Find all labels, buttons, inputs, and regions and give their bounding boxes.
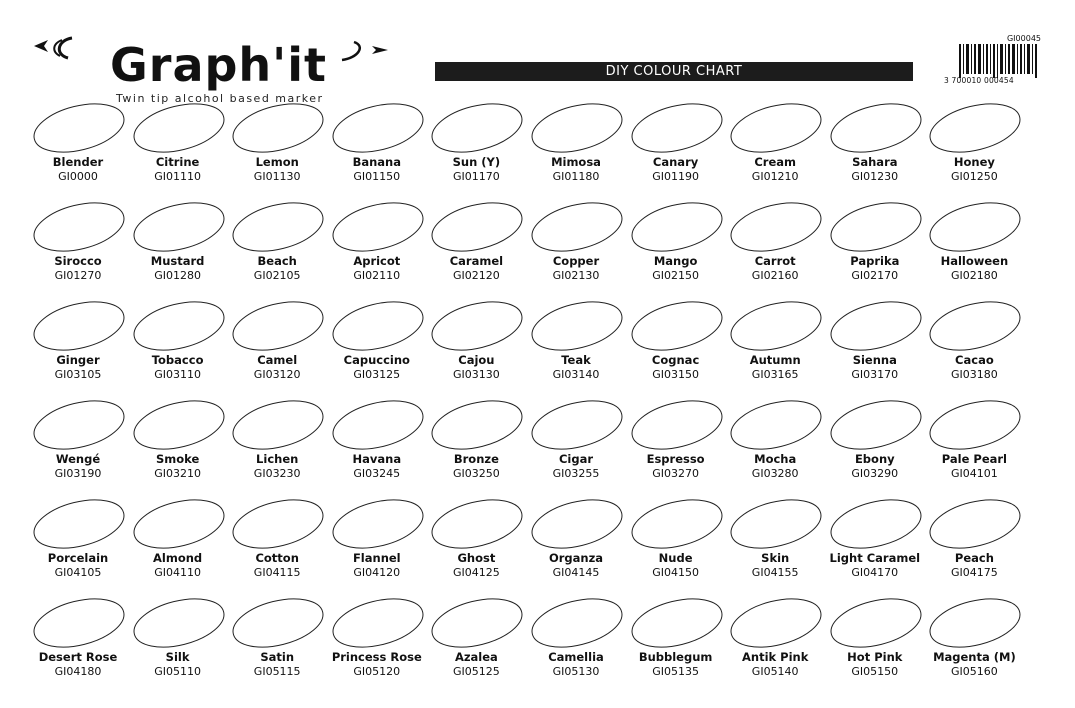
swatch-name: Canary	[652, 155, 699, 169]
swatch-code: GI01190	[652, 170, 699, 183]
swatch-oval	[132, 102, 226, 154]
colour-swatch	[725, 100, 825, 198]
swatch-name: Capuccino	[343, 353, 410, 367]
swatch-name: Bronze	[453, 452, 499, 466]
colour-swatch	[725, 199, 825, 297]
colour-swatch	[426, 100, 526, 198]
colour-swatch	[227, 397, 327, 495]
colour-swatch	[128, 199, 228, 297]
swatch-code: GI03255	[552, 467, 600, 480]
swatch-oval	[630, 597, 724, 649]
colour-swatch	[327, 595, 427, 693]
swatch-oval	[829, 102, 923, 154]
swatch-name: Espresso	[646, 452, 705, 466]
swatch-name: Porcelain	[47, 551, 109, 565]
colour-swatch	[327, 397, 427, 495]
swatch-code: GI01280	[154, 269, 201, 282]
colour-swatch	[28, 595, 128, 693]
swatch-code: GI01250	[951, 170, 998, 183]
swatch-oval	[729, 498, 823, 550]
swatch-name: Flannel	[352, 551, 401, 565]
swatch-name: Cigar	[558, 452, 594, 466]
swatch-oval	[231, 300, 325, 352]
swatch-code: GI04120	[353, 566, 401, 579]
swatch-code: GI03230	[253, 467, 301, 480]
swatch-oval	[331, 597, 425, 649]
swatch-code: GI03140	[552, 368, 600, 381]
swatch-name: Cotton	[255, 551, 299, 565]
product-code: GI00045	[1006, 34, 1041, 43]
swatch-code: GI05140	[751, 665, 799, 678]
swatch-code: GI05125	[453, 665, 500, 678]
swatch-oval	[530, 201, 624, 253]
colour-swatch	[426, 496, 526, 594]
swatch-oval	[630, 201, 724, 253]
swatch-code: GI03270	[652, 467, 699, 480]
colour-swatch	[626, 496, 726, 594]
swatch-name: Sirocco	[54, 254, 102, 268]
swatch-name: Light Caramel	[829, 551, 921, 565]
swatch-code: GI04110	[154, 566, 201, 579]
swatch-code: GI03105	[54, 368, 102, 381]
colour-swatch	[28, 496, 128, 594]
swatch-oval	[430, 102, 524, 154]
swatch-oval	[32, 498, 126, 550]
swatch-code: GI04125	[453, 566, 500, 579]
colour-swatch	[825, 595, 925, 693]
swatch-oval	[430, 300, 524, 352]
swatch-name: Cacao	[955, 353, 994, 367]
colour-swatch	[526, 298, 626, 396]
right-swoosh-icon	[336, 38, 394, 64]
barcode-number: 3 700010 000454	[944, 76, 1014, 85]
swatch-name: Organza	[548, 551, 604, 565]
chart-title-bar: DIY COLOUR CHART	[435, 62, 913, 81]
colour-swatch	[825, 298, 925, 396]
swatch-code: GI04115	[253, 566, 301, 579]
swatch-oval	[530, 498, 624, 550]
swatch-oval	[729, 201, 823, 253]
swatch-code: GI01150	[353, 170, 401, 183]
colour-swatch	[28, 397, 128, 495]
swatch-oval	[928, 399, 1022, 451]
swatch-grid	[28, 100, 1032, 700]
swatch-oval	[928, 300, 1022, 352]
swatch-code: GI05120	[353, 665, 401, 678]
header	[0, 0, 1075, 105]
colour-swatch	[227, 496, 327, 594]
swatch-oval	[928, 498, 1022, 550]
swatch-name: Camel	[257, 353, 298, 367]
swatch-oval	[928, 597, 1022, 649]
swatch-name: Skin	[761, 551, 790, 565]
colour-swatch	[526, 496, 626, 594]
swatch-code: GI0000	[58, 170, 98, 183]
swatch-name: Honey	[953, 155, 995, 169]
swatch-name: Lemon	[255, 155, 299, 169]
swatch-code: GI03210	[154, 467, 201, 480]
swatch-code: GI03150	[652, 368, 699, 381]
brand-logo	[28, 22, 428, 105]
swatch-oval	[630, 300, 724, 352]
swatch-oval	[231, 399, 325, 451]
swatch-name: Banana	[352, 155, 401, 169]
colour-swatch	[526, 595, 626, 693]
colour-swatch	[327, 100, 427, 198]
colour-swatch	[28, 100, 128, 198]
swatch-name: Ginger	[56, 353, 100, 367]
swatch-name: Cream	[754, 155, 797, 169]
swatch-code: GI03130	[453, 368, 500, 381]
swatch-name: Havana	[352, 452, 402, 466]
swatch-oval	[331, 102, 425, 154]
swatch-name: Ghost	[457, 551, 496, 565]
swatch-code: GI05115	[253, 665, 301, 678]
swatch-name: Magenta (M)	[933, 650, 1016, 664]
swatch-name: Azalea	[454, 650, 498, 664]
swatch-code: GI05150	[851, 665, 899, 678]
swatch-oval	[928, 102, 1022, 154]
swatch-code: GI02105	[253, 269, 301, 282]
swatch-name: Sahara	[852, 155, 898, 169]
swatch-code: GI02170	[851, 269, 899, 282]
swatch-name: Lichen	[256, 452, 299, 466]
swatch-oval	[430, 597, 524, 649]
swatch-oval	[630, 498, 724, 550]
colour-swatch	[327, 298, 427, 396]
swatch-name: Mustard	[150, 254, 205, 268]
swatch-code: GI01110	[154, 170, 201, 183]
swatch-name: Mango	[653, 254, 698, 268]
swatch-oval	[132, 597, 226, 649]
colour-swatch	[924, 595, 1024, 693]
swatch-name: Copper	[552, 254, 600, 268]
swatch-code: GI04170	[851, 566, 899, 579]
swatch-code: GI03245	[353, 467, 401, 480]
colour-swatch	[725, 496, 825, 594]
swatch-oval	[32, 102, 126, 154]
colour-swatch	[327, 199, 427, 297]
colour-swatch	[128, 298, 228, 396]
swatch-name: Autumn	[749, 353, 801, 367]
colour-swatch	[725, 397, 825, 495]
colour-swatch	[825, 100, 925, 198]
colour-swatch	[924, 397, 1024, 495]
colour-swatch	[426, 595, 526, 693]
colour-swatch	[626, 595, 726, 693]
swatch-oval	[829, 201, 923, 253]
swatch-code: GI05135	[652, 665, 699, 678]
swatch-oval	[132, 399, 226, 451]
swatch-code: GI04101	[951, 467, 998, 480]
colour-swatch	[227, 595, 327, 693]
swatch-oval	[32, 597, 126, 649]
colour-swatch	[426, 298, 526, 396]
colour-swatch	[227, 100, 327, 198]
colour-swatch	[626, 298, 726, 396]
swatch-oval	[630, 102, 724, 154]
swatch-code: GI03110	[154, 368, 201, 381]
swatch-oval	[530, 399, 624, 451]
swatch-oval	[231, 102, 325, 154]
colour-swatch	[825, 199, 925, 297]
swatch-code: GI03120	[253, 368, 301, 381]
swatch-code: GI03250	[453, 467, 500, 480]
swatch-name: Sienna	[852, 353, 897, 367]
colour-swatch	[227, 298, 327, 396]
swatch-oval	[231, 498, 325, 550]
colour-swatch	[128, 100, 228, 198]
swatch-name: Princess Rose	[331, 650, 422, 664]
swatch-name: Mimosa	[551, 155, 601, 169]
swatch-code: GI02130	[552, 269, 600, 282]
swatch-code: GI03125	[353, 368, 401, 381]
swatch-name: Halloween	[940, 254, 1009, 268]
swatch-code: GI01180	[552, 170, 600, 183]
swatch-name: Almond	[153, 551, 203, 565]
swatch-oval	[829, 498, 923, 550]
colour-swatch	[227, 199, 327, 297]
swatch-oval	[331, 498, 425, 550]
swatch-oval	[430, 498, 524, 550]
swatch-oval	[829, 300, 923, 352]
swatch-code: GI03180	[951, 368, 998, 381]
colour-swatch	[725, 298, 825, 396]
swatch-code: GI03170	[851, 368, 899, 381]
swatch-code: GI02110	[353, 269, 401, 282]
colour-swatch	[128, 595, 228, 693]
swatch-name: Cognac	[651, 353, 700, 367]
swatch-code: GI03165	[751, 368, 799, 381]
swatch-code: GI01270	[54, 269, 102, 282]
swatch-code: GI01130	[253, 170, 301, 183]
swatch-code: GI02150	[652, 269, 699, 282]
colour-swatch	[924, 496, 1024, 594]
swatch-oval	[829, 399, 923, 451]
swatch-name: Paprika	[850, 254, 900, 268]
colour-swatch	[924, 298, 1024, 396]
colour-swatch	[626, 199, 726, 297]
swatch-name: Pale Pearl	[941, 452, 1007, 466]
brand-name: Graph'it	[110, 38, 327, 92]
swatch-name: Nude	[658, 551, 693, 565]
colour-swatch	[28, 199, 128, 297]
swatch-code: GI05130	[552, 665, 600, 678]
swatch-oval	[430, 201, 524, 253]
swatch-code: GI01210	[751, 170, 799, 183]
barcode	[944, 34, 1044, 94]
swatch-oval	[729, 300, 823, 352]
brand-tagline: Twin tip alcohol based marker	[116, 92, 324, 105]
swatch-name: Cajou	[458, 353, 495, 367]
colour-swatch	[327, 496, 427, 594]
swatch-oval	[729, 102, 823, 154]
colour-swatch	[426, 397, 526, 495]
swatch-name: Bubblegum	[638, 650, 713, 664]
colour-swatch	[924, 100, 1024, 198]
swatch-name: Blender	[52, 155, 104, 169]
swatch-oval	[630, 399, 724, 451]
swatch-name: Desert Rose	[38, 650, 118, 664]
swatch-oval	[430, 399, 524, 451]
swatch-oval	[729, 597, 823, 649]
swatch-name: Beach	[257, 254, 297, 268]
swatch-name: Hot Pink	[847, 650, 903, 664]
colour-swatch	[128, 496, 228, 594]
colour-swatch	[626, 100, 726, 198]
swatch-oval	[132, 201, 226, 253]
colour-swatch	[725, 595, 825, 693]
swatch-code: GI04175	[951, 566, 998, 579]
swatch-oval	[32, 201, 126, 253]
colour-swatch	[924, 199, 1024, 297]
colour-swatch	[626, 397, 726, 495]
swatch-name: Apricot	[353, 254, 401, 268]
swatch-oval	[530, 300, 624, 352]
swatch-name: Ebony	[854, 452, 895, 466]
swatch-oval	[331, 201, 425, 253]
swatch-oval	[829, 597, 923, 649]
swatch-oval	[530, 102, 624, 154]
swatch-name: Silk	[165, 650, 190, 664]
left-swoosh-icon	[32, 36, 90, 62]
swatch-name: Citrine	[155, 155, 200, 169]
swatch-name: Camellia	[548, 650, 604, 664]
swatch-code: GI02160	[751, 269, 799, 282]
swatch-name: Satin	[260, 650, 295, 664]
colour-swatch	[825, 397, 925, 495]
swatch-oval	[32, 300, 126, 352]
swatch-name: Sun (Y)	[452, 155, 501, 169]
swatch-oval	[729, 399, 823, 451]
swatch-code: GI02180	[951, 269, 998, 282]
swatch-name: Tobacco	[151, 353, 204, 367]
colour-swatch	[526, 100, 626, 198]
swatch-oval	[32, 399, 126, 451]
colour-swatch	[128, 397, 228, 495]
swatch-code: GI05110	[154, 665, 201, 678]
swatch-oval	[530, 597, 624, 649]
swatch-code: GI02120	[453, 269, 500, 282]
swatch-oval	[132, 300, 226, 352]
swatch-code: GI01230	[851, 170, 899, 183]
swatch-code: GI04105	[54, 566, 102, 579]
colour-swatch	[426, 199, 526, 297]
swatch-name: Mocha	[754, 452, 797, 466]
swatch-code: GI04145	[552, 566, 600, 579]
swatch-name: Carrot	[754, 254, 796, 268]
swatch-code: GI01170	[453, 170, 500, 183]
swatch-code: GI03190	[54, 467, 102, 480]
swatch-oval	[132, 498, 226, 550]
swatch-code: GI04180	[54, 665, 102, 678]
swatch-name: Peach	[954, 551, 994, 565]
swatch-code: GI05160	[951, 665, 998, 678]
swatch-name: Smoke	[155, 452, 200, 466]
colour-swatch	[28, 298, 128, 396]
colour-swatch	[526, 397, 626, 495]
swatch-name: Teak	[561, 353, 591, 367]
swatch-code: GI04150	[652, 566, 699, 579]
swatch-code: GI03290	[851, 467, 899, 480]
swatch-name: Antik Pink	[741, 650, 809, 664]
swatch-oval	[231, 201, 325, 253]
colour-swatch	[825, 496, 925, 594]
barcode-icon	[959, 44, 1039, 78]
swatch-oval	[928, 201, 1022, 253]
colour-swatch	[526, 199, 626, 297]
swatch-code: GI04155	[751, 566, 799, 579]
swatch-oval	[231, 597, 325, 649]
swatch-oval	[331, 300, 425, 352]
swatch-code: GI03280	[751, 467, 799, 480]
swatch-name: Caramel	[449, 254, 504, 268]
swatch-oval	[331, 399, 425, 451]
swatch-name: Wengé	[55, 452, 101, 466]
